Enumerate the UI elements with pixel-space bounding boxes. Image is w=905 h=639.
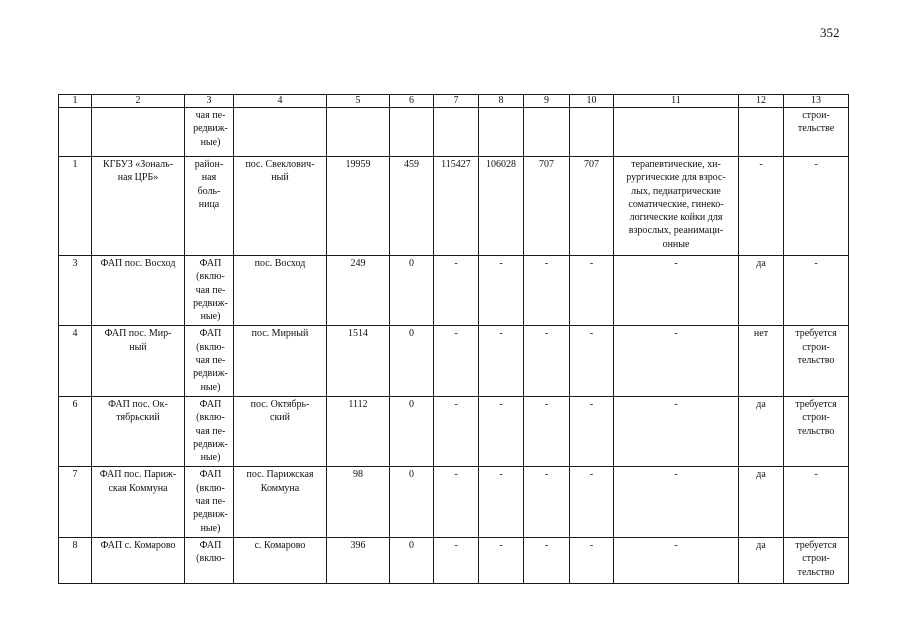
- table-cell: -: [614, 537, 739, 583]
- table-cell: [327, 108, 390, 157]
- table-cell: чая пе- редвиж- ные): [185, 108, 234, 157]
- table-cell: -: [784, 467, 849, 537]
- table-cell: пос. Свеклович- ный: [234, 157, 327, 256]
- table-cell: 1112: [327, 396, 390, 466]
- table-cell: пос. Восход: [234, 256, 327, 326]
- table-cell: -: [570, 467, 614, 537]
- table-cell: -: [524, 326, 570, 396]
- table-cell: [524, 108, 570, 157]
- table-cell: нет: [739, 326, 784, 396]
- table-cell: -: [614, 326, 739, 396]
- table-cell: 1: [59, 157, 92, 256]
- header-cell: 2: [92, 95, 185, 108]
- header-cell: 3: [185, 95, 234, 108]
- table-cell: 4: [59, 326, 92, 396]
- table-cell: 7: [59, 467, 92, 537]
- table-cell: ФАП (вклю- чая пе- редвиж- ные): [185, 326, 234, 396]
- table-cell: пос. Октябрь- ский: [234, 396, 327, 466]
- header-cell: 10: [570, 95, 614, 108]
- table-cell: -: [434, 537, 479, 583]
- table-cell: [739, 108, 784, 157]
- table-cell: 0: [390, 326, 434, 396]
- table-cell: -: [570, 326, 614, 396]
- table-row: [59, 326, 849, 396]
- table-row: [59, 537, 849, 583]
- table-cell: [234, 108, 327, 157]
- table-cell: 19959: [327, 157, 390, 256]
- table-cell: -: [434, 256, 479, 326]
- table-cell: 249: [327, 256, 390, 326]
- table-cell: -: [570, 256, 614, 326]
- header-cell: 7: [434, 95, 479, 108]
- header-cell: 8: [479, 95, 524, 108]
- table-cell: [390, 108, 434, 157]
- table-cell: ФАП пос. Ок- тябрьский: [92, 396, 185, 466]
- table-cell: -: [524, 396, 570, 466]
- table-cell: -: [614, 256, 739, 326]
- table-cell: -: [784, 256, 849, 326]
- table-cell: [92, 108, 185, 157]
- table-cell: -: [614, 396, 739, 466]
- table-cell: да: [739, 256, 784, 326]
- table-cell: 0: [390, 537, 434, 583]
- table-cell: -: [479, 396, 524, 466]
- table-cell: -: [479, 326, 524, 396]
- header-cell: 12: [739, 95, 784, 108]
- page-number: 352: [820, 25, 840, 40]
- table-row: [59, 157, 849, 256]
- table-cell: -: [739, 157, 784, 256]
- table-cell: да: [739, 396, 784, 466]
- table-cell: да: [739, 467, 784, 537]
- table-cell: строи- тельстве: [784, 108, 849, 157]
- table-cell: район- ная боль- ница: [185, 157, 234, 256]
- table-row: [59, 467, 849, 537]
- table-row: [59, 396, 849, 466]
- table-cell: 0: [390, 467, 434, 537]
- table-cell: ФАП с. Комарово: [92, 537, 185, 583]
- table-cell: ФАП (вклю- чая пе- редвиж- ные): [185, 467, 234, 537]
- table-cell: -: [784, 157, 849, 256]
- continuation-row: [59, 108, 849, 157]
- table-cell: ФАП (вклю- чая пе- редвиж- ные): [185, 256, 234, 326]
- table-cell: КГБУЗ «Зональ- ная ЦРБ»: [92, 157, 185, 256]
- header-cell: 13: [784, 95, 849, 108]
- table-cell: требуется строи- тельство: [784, 396, 849, 466]
- table-cell: 6: [59, 396, 92, 466]
- table-cell: с. Комарово: [234, 537, 327, 583]
- header-cell: 9: [524, 95, 570, 108]
- header-cell: 1: [59, 95, 92, 108]
- table-cell: ФАП (вклю- чая пе- редвиж- ные): [185, 396, 234, 466]
- table-cell: 459: [390, 157, 434, 256]
- table-cell: -: [570, 396, 614, 466]
- table-cell: 98: [327, 467, 390, 537]
- table-cell: 707: [524, 157, 570, 256]
- table-cell: ФАП пос. Мир- ный: [92, 326, 185, 396]
- header-row: [59, 95, 849, 108]
- table-row: [59, 256, 849, 326]
- table-cell: 3: [59, 256, 92, 326]
- table-cell: терапевтические, хи- рургические для взрос- лых, педиатрические соматические, гинеко- логические койки для взрослых, реанимаци- онные: [614, 157, 739, 256]
- table-cell: 106028: [479, 157, 524, 256]
- table-cell: [434, 108, 479, 157]
- table-cell: да: [739, 537, 784, 583]
- table-cell: -: [570, 537, 614, 583]
- table-cell: [614, 108, 739, 157]
- table-cell: требуется строи- тельство: [784, 537, 849, 583]
- table-cell: 0: [390, 256, 434, 326]
- table-cell: ФАП пос. Париж- ская Коммуна: [92, 467, 185, 537]
- table-cell: -: [479, 467, 524, 537]
- table-cell: пос. Мирный: [234, 326, 327, 396]
- header-cell: 6: [390, 95, 434, 108]
- table-cell: 115427: [434, 157, 479, 256]
- table-cell: -: [434, 396, 479, 466]
- table-cell: 707: [570, 157, 614, 256]
- table-cell: пос. Парижская Коммуна: [234, 467, 327, 537]
- table-cell: ФАП (вклю-: [185, 537, 234, 583]
- table-cell: [479, 108, 524, 157]
- table-cell: -: [524, 256, 570, 326]
- header-cell: 11: [614, 95, 739, 108]
- table-cell: -: [524, 537, 570, 583]
- table-cell: -: [434, 467, 479, 537]
- table-cell: 0: [390, 396, 434, 466]
- facility-table: [58, 94, 849, 584]
- table-cell: 1514: [327, 326, 390, 396]
- table-cell: -: [479, 256, 524, 326]
- table-cell: -: [479, 537, 524, 583]
- table-cell: ФАП пос. Восход: [92, 256, 185, 326]
- table-cell: -: [434, 326, 479, 396]
- table-cell: -: [614, 467, 739, 537]
- table-cell: [59, 108, 92, 157]
- table-cell: -: [524, 467, 570, 537]
- table-cell: 396: [327, 537, 390, 583]
- table-cell: 8: [59, 537, 92, 583]
- table-cell: [570, 108, 614, 157]
- header-cell: 5: [327, 95, 390, 108]
- header-cell: 4: [234, 95, 327, 108]
- table-cell: требуется строи- тельство: [784, 326, 849, 396]
